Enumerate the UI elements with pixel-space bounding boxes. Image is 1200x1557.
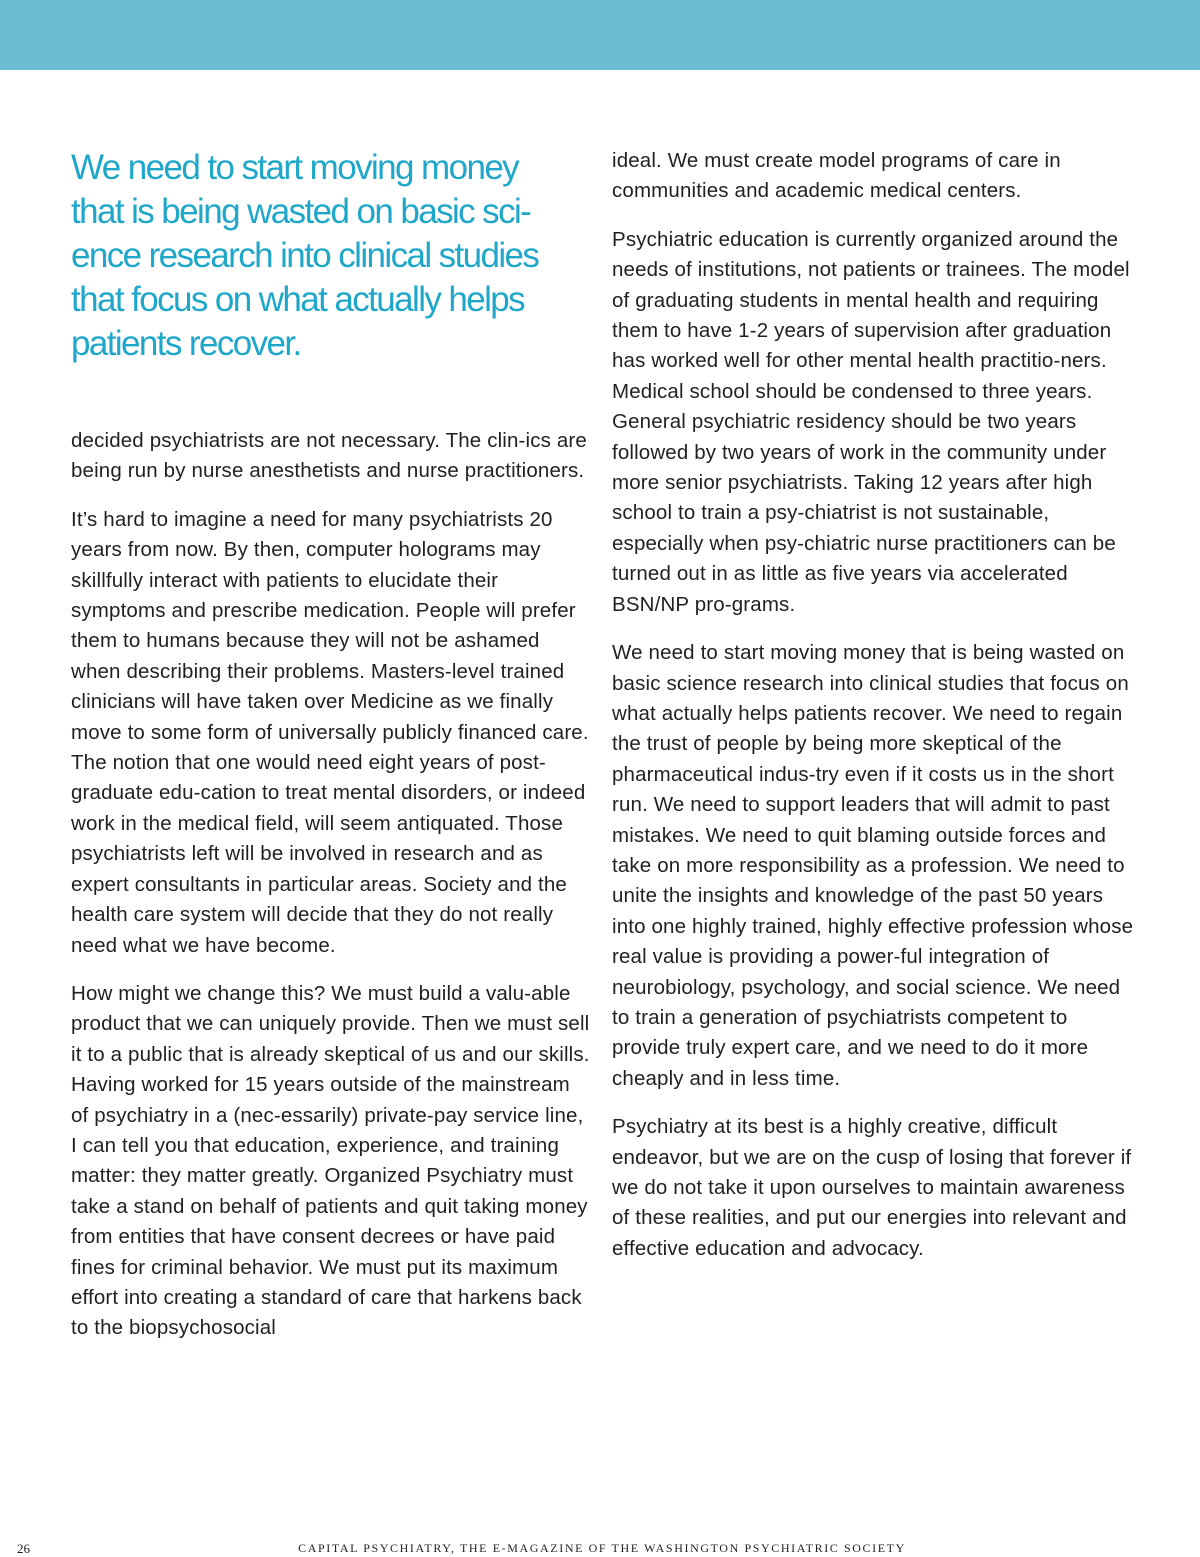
right-paragraph-1: ideal. We must create model programs of care in communities and academic medical centers. xyxy=(612,149,1061,203)
header-color-band xyxy=(0,0,1200,70)
page-number: 26 xyxy=(17,1541,30,1556)
left-column xyxy=(71,426,591,1362)
left-paragraph-3: How might we change this? We must build a valu-able product that we can uniquely provide. Then we must sell it to a public that is already skeptical of us and our skills. Having worked for 15 years outside of the mainstream of psychiatry in a (nec-essarily) private-pay service line, I can tell you that education, experience, and training matter: they matter greatly. Organized Psychiatry must take a stand on behalf of patients and quit taking money from entities that have consent decrees or have paid fines for criminal behavior. We must put its maximum effort into creating a standard of care that harkens back to the biopsychosocial xyxy=(71,981,590,1340)
left-paragraph-1: decided psychiatrists are not necessary. The clin-ics are being run by nurse anesthetists and nurse practitioners. xyxy=(71,429,587,483)
left-paragraph-2: It’s hard to imagine a need for many psychiatrists 20 years from now. By then, computer holograms may skillfully interact with patients to elucidate their symptoms and prescribe medication. People will prefer them to humans because they will not be ashamed when describing their problems. Masters-level trained clinicians will have taken over Medicine as we finally move to some form of universally publicly financed care. The notion that one would need eight years of post-graduate edu-cation to treat mental disorders, or indeed work in the medical field, will seem antiquated. Those psychiatrists left will be involved in research and as expert consultants in particular areas. Society and the health care system will decide that they do not really need what we have become. xyxy=(71,507,589,957)
footer-publication-title: CAPITAL PSYCHIATRY, THE E-MAGAZINE OF THE WASHINGTON PSYCHIATRIC SOCIETY xyxy=(298,1541,906,1555)
right-paragraph-3: We need to start moving money that is being wasted on basic science research into clinical studies that focus on what actually helps patients recover. We need to regain the trust of people by being more skeptical of the pharmaceutical indus-try even if it costs us in the short run. We need to support leaders that will admit to past mistakes. We need to quit blaming outside forces and take on more responsibility as a profession. We need to unite the insights and knowledge of the past 50 years into one highly trained, highly effective profession whose real value is providing a power-ful integration of neurobiology, psychology, and social science. We need to train a generation of psychiatrists competent to provide truly expert care, and we need to do it more cheaply and in less time. xyxy=(612,641,1134,1090)
right-paragraph-2: Psychiatric education is currently organized around the needs of institutions, not patients or trainees. The model of graduating students in mental health and requiring them to have 1-2 years of supervision after graduation has worked well for other mental health practitio-ners. Medical school should be condensed to three years. General psychiatric residency should be two years followed by two years of work in the community under more senior psychiatrists. Taking 12 years after high school to train a psy-chiatrist is not sustainable, especially when psy-chiatric nurse practitioners can be turned out in as little as five years via accelerated BSN/NP pro-grams. xyxy=(612,227,1130,616)
right-paragraph-4: Psychiatry at its best is a highly creative, difficult endeavor, but we are on the cusp of losing that forever if we do not take it upon ourselves to maintain awareness of these realities, and put our energies into relevant and effective education and advocacy. xyxy=(612,1115,1132,1260)
right-column xyxy=(612,146,1137,1282)
pull-quote: We need to start moving money that is being wasted on basic sci-ence research into clinical studies that focus on what actually helps patients recover. xyxy=(71,148,539,363)
